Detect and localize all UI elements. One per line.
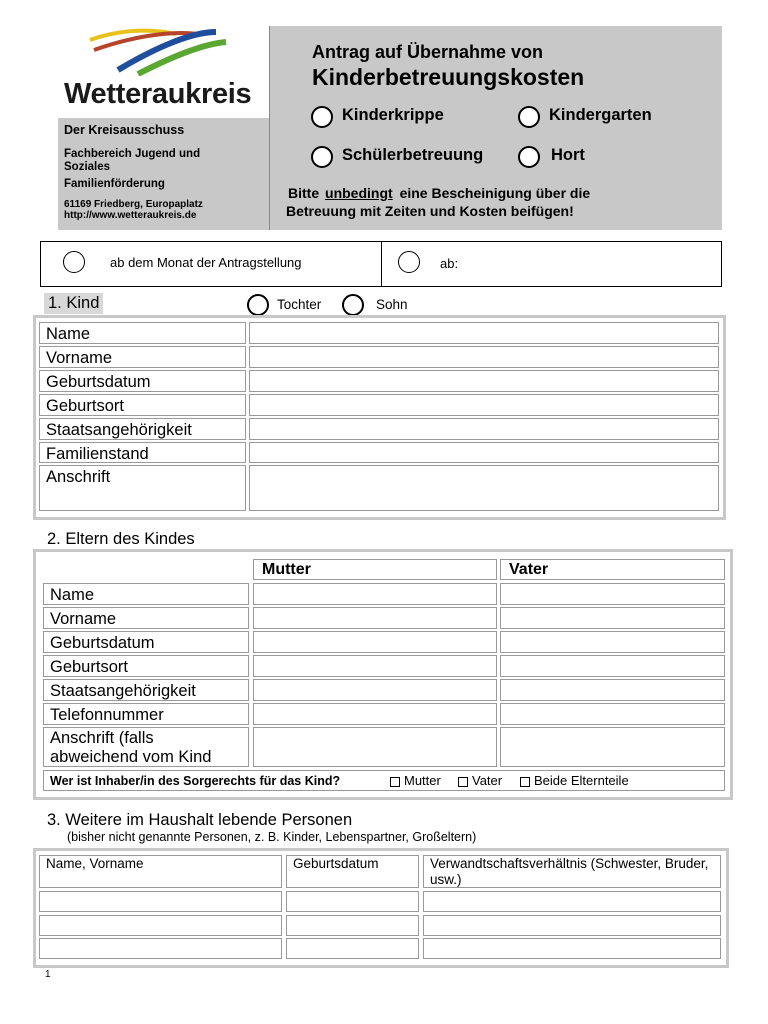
child-address-input[interactable] bbox=[249, 465, 719, 511]
address-label-line2: abweichend vom Kind bbox=[50, 748, 212, 766]
checkbox-mother[interactable] bbox=[390, 777, 400, 787]
notice-line2: Betreuung mit Zeiten und Kosten beifügen! bbox=[286, 203, 574, 219]
section1-title: 1. Kind bbox=[44, 293, 103, 314]
field-label: Name bbox=[39, 322, 246, 344]
radio-kindergarten[interactable] bbox=[518, 106, 540, 128]
mother-address-input[interactable] bbox=[253, 727, 497, 767]
child-nationality-input[interactable] bbox=[249, 418, 719, 440]
household-relationship-input[interactable] bbox=[423, 891, 721, 912]
child-birthdate-input[interactable] bbox=[249, 370, 719, 392]
field-label: Geburtsort bbox=[43, 655, 249, 677]
option-label: Schülerbetreuung bbox=[342, 146, 484, 164]
mother-phone-input[interactable] bbox=[253, 703, 497, 725]
household-name-input[interactable] bbox=[39, 938, 282, 959]
field-label: Telefonnummer bbox=[43, 703, 249, 725]
title-line1: Antrag auf Übernahme von bbox=[312, 42, 544, 62]
address-label-line1: Anschrift (falls bbox=[50, 729, 154, 747]
child-birthplace-input[interactable] bbox=[249, 394, 719, 416]
custody-question: Wer ist Inhaber/in des Sorgerechts für das Kind? bbox=[50, 774, 341, 788]
custody-option-father[interactable] bbox=[458, 773, 502, 788]
household-name-input[interactable] bbox=[39, 915, 282, 936]
section3-title: 3. Weitere im Haushalt lebende Personen bbox=[47, 811, 353, 829]
option-label: Kindergarten bbox=[549, 106, 652, 124]
field-label: Vorname bbox=[43, 607, 249, 629]
household-name-input[interactable] bbox=[39, 891, 282, 912]
household-birthdate-input[interactable] bbox=[286, 938, 419, 959]
mother-firstname-input[interactable] bbox=[253, 607, 497, 629]
custody-option-mother[interactable] bbox=[390, 773, 441, 788]
household-birthdate-input[interactable] bbox=[286, 891, 419, 912]
radio-tochter[interactable] bbox=[247, 294, 269, 316]
column-header-relationship: Verwandtschaftsverhältnis (Schwester, Bruder, usw.) bbox=[423, 855, 721, 888]
notice-pre: Bitte bbox=[288, 185, 320, 201]
logo-text: Wetteraukreis bbox=[64, 78, 252, 110]
household-relationship-input[interactable] bbox=[423, 915, 721, 936]
section3-subtitle: (bisher nicht genannte Personen, z. B. Kinder, Lebenspartner, Großeltern) bbox=[67, 830, 477, 844]
column-header-birthdate: Geburtsdatum bbox=[286, 855, 419, 888]
mother-birthdate-input[interactable] bbox=[253, 631, 497, 653]
mother-birthplace-input[interactable] bbox=[253, 655, 497, 677]
field-label: Geburtsdatum bbox=[39, 370, 246, 392]
logo-swoosh-icon bbox=[58, 26, 254, 76]
radio-schuelerbetreuung[interactable] bbox=[311, 146, 333, 168]
notice-underlined: unbedingt bbox=[325, 185, 393, 201]
department: Fachbereich Jugend und Soziales bbox=[64, 148, 201, 173]
father-firstname-input[interactable] bbox=[500, 607, 725, 629]
field-label: Staatsangehörigkeit bbox=[43, 679, 249, 701]
unit: Familienförderung bbox=[64, 178, 165, 190]
field-label: Familienstand bbox=[39, 442, 246, 463]
start-option1-label: ab dem Monat der Antragstellung bbox=[110, 255, 302, 270]
header-divider bbox=[269, 26, 270, 230]
child-maritalstatus-input[interactable] bbox=[249, 442, 719, 463]
custody-option-both[interactable] bbox=[520, 773, 629, 788]
gender-label: Sohn bbox=[376, 297, 408, 312]
father-phone-input[interactable] bbox=[500, 703, 725, 725]
title-line2: Kinderbetreuungskosten bbox=[312, 64, 585, 90]
father-nationality-input[interactable] bbox=[500, 679, 725, 701]
radio-sohn[interactable] bbox=[342, 294, 364, 316]
field-label: Geburtsort bbox=[39, 394, 246, 416]
start-box-divider bbox=[381, 241, 382, 287]
mother-name-input[interactable] bbox=[253, 583, 497, 605]
custody-label: Beide Elternteile bbox=[534, 773, 629, 788]
field-label: Anschrift bbox=[39, 465, 246, 511]
field-label-address bbox=[43, 727, 249, 767]
column-header-name: Name, Vorname bbox=[39, 855, 282, 888]
checkbox-father[interactable] bbox=[458, 777, 468, 787]
household-birthdate-input[interactable] bbox=[286, 915, 419, 936]
website: http://www.wetteraukreis.de bbox=[64, 210, 197, 221]
field-label: Geburtsdatum bbox=[43, 631, 249, 653]
father-name-input[interactable] bbox=[500, 583, 725, 605]
option-label: Hort bbox=[551, 146, 585, 164]
org-name: Der Kreisausschuss bbox=[64, 123, 185, 137]
radio-kinderkrippe[interactable] bbox=[311, 106, 333, 128]
logo bbox=[58, 26, 254, 118]
option-label: Kinderkrippe bbox=[342, 106, 444, 124]
notice-line1 bbox=[288, 184, 590, 202]
father-address-input[interactable] bbox=[500, 727, 725, 767]
start-option2-label: ab: bbox=[440, 256, 459, 271]
custody-label: Vater bbox=[472, 773, 503, 788]
radio-from-date[interactable] bbox=[398, 251, 420, 273]
father-birthplace-input[interactable] bbox=[500, 655, 725, 677]
address: 61169 Friedberg, Europaplatz bbox=[64, 199, 203, 210]
field-label: Staatsangehörigkeit bbox=[39, 418, 246, 440]
column-header-father: Vater bbox=[500, 559, 725, 580]
gender-label: Tochter bbox=[277, 297, 322, 312]
column-header-mother: Mutter bbox=[253, 559, 497, 580]
child-firstname-input[interactable] bbox=[249, 346, 719, 368]
page-number: 1 bbox=[45, 969, 51, 980]
custody-label: Mutter bbox=[404, 773, 441, 788]
notice-post: eine Bescheinigung über die bbox=[399, 185, 591, 201]
father-birthdate-input[interactable] bbox=[500, 631, 725, 653]
mother-nationality-input[interactable] bbox=[253, 679, 497, 701]
field-label: Name bbox=[43, 583, 249, 605]
household-relationship-input[interactable] bbox=[423, 938, 721, 959]
section2-title: 2. Eltern des Kindes bbox=[47, 530, 195, 548]
child-name-input[interactable] bbox=[249, 322, 719, 344]
radio-hort[interactable] bbox=[518, 146, 540, 168]
radio-from-application-month[interactable] bbox=[63, 251, 85, 273]
field-label: Vorname bbox=[39, 346, 246, 368]
checkbox-both[interactable] bbox=[520, 777, 530, 787]
